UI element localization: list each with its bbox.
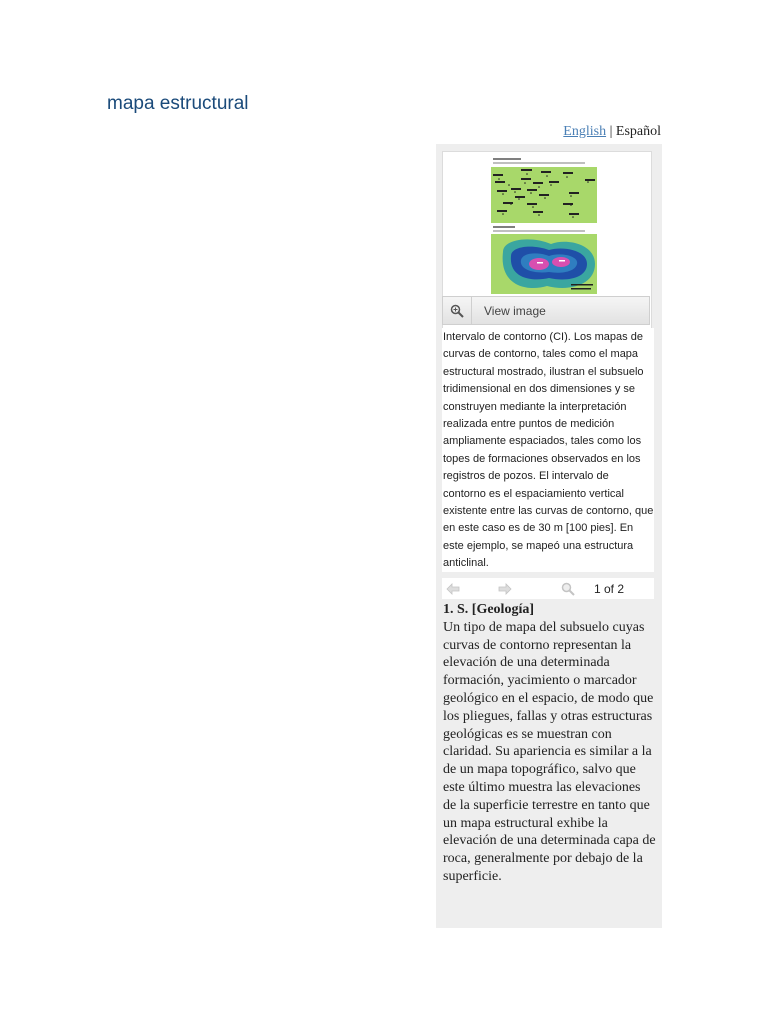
pager-count: 1 of 2 xyxy=(594,581,625,596)
figure-panel xyxy=(436,144,662,928)
zoom-icon xyxy=(443,297,472,324)
figure-caption: Intervalo de contorno (CI). Los mapas de curvas de contorno, tales como el mapa estructural mostrado, ilustran el subsuelo tridimensional en dos dimensiones y se construyen mediante la interpretación realizada entre puntos de medición ampliamente espaciados, tales como los topes de formaciones observados en los registros de pozos. El intervalo de contorno es el espaciamiento vertical existente entre las curvas de contorno, que en este caso es de 30 m [100 pies]. En este ejemplo, se mapeó una estructura anticlinal. xyxy=(442,328,654,572)
image-pager xyxy=(442,578,654,599)
definition-entry xyxy=(443,601,657,886)
definition-body: Un tipo de mapa del subsuelo cuyas curvas de contorno representan la elevación de una determinada formación, yacimiento o marcador geológico en el espacio, de modo que los pliegues, fallas y otras estructuras geológicas es se muestran con claridad. Su apariencia es similar a la de un mapa topográfico, salvo que este último muestra las elevaciones de la superficie terrestre en tanto que un mapa estructural exhibe la elevación de una determinada capa de roca, generalmente por debajo de la superficie. xyxy=(443,619,656,884)
language-switcher xyxy=(563,124,661,140)
page-title: mapa estructural xyxy=(107,93,249,114)
prev-arrow-icon[interactable] xyxy=(442,578,464,599)
definition-heading: 1. S. [Geología] xyxy=(443,602,534,617)
next-arrow-icon[interactable] xyxy=(494,578,516,599)
magnify-icon[interactable] xyxy=(558,578,578,599)
view-image-label: View image xyxy=(484,303,546,318)
english-link[interactable]: English xyxy=(563,124,607,139)
spanish-label: Español xyxy=(615,124,661,139)
language-separator: | xyxy=(609,124,613,139)
view-image-button[interactable] xyxy=(442,296,650,325)
